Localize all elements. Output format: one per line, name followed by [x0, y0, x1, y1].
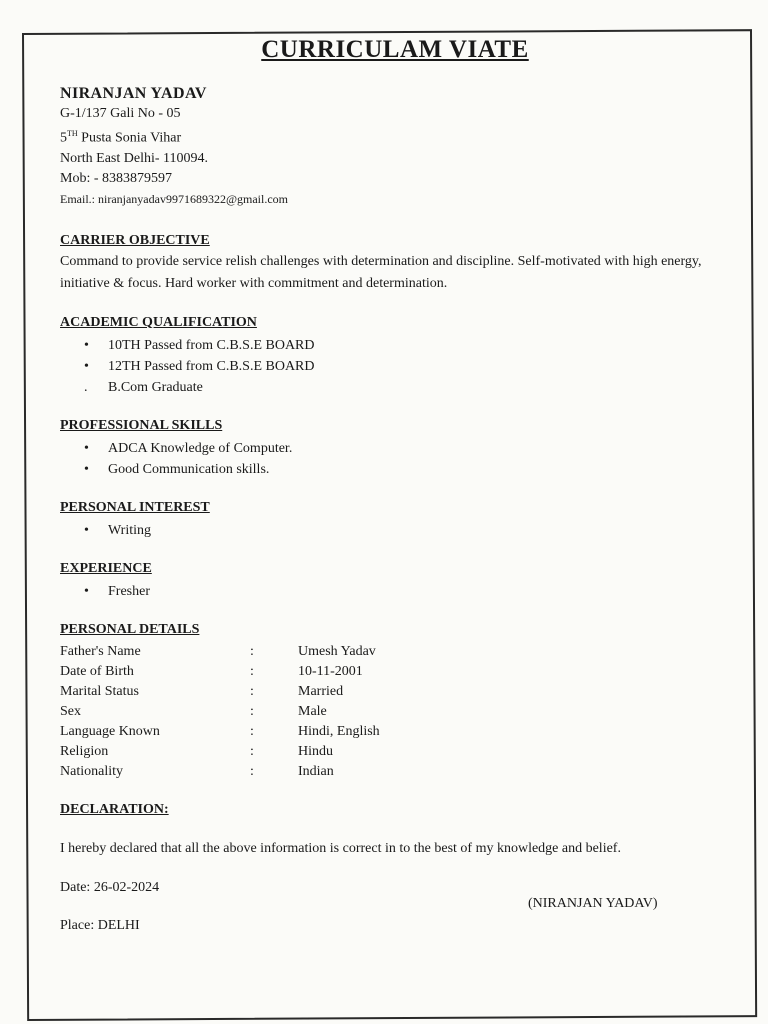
detail-label: Language Known — [60, 723, 160, 739]
list-item — [60, 377, 730, 398]
list-item — [60, 356, 730, 377]
detail-separator: : — [250, 643, 254, 659]
bullet-marker: • — [84, 440, 89, 456]
resume-content — [60, 36, 730, 936]
list-item-text: 12TH Passed from C.B.S.E BOARD — [108, 358, 315, 374]
applicant-name: NIRANJAN YADAV — [60, 85, 207, 102]
bullet-marker: • — [84, 583, 89, 599]
list-item-text: B.Com Graduate — [108, 379, 203, 395]
detail-separator: : — [250, 763, 254, 779]
detail-value: Umesh Yadav — [298, 643, 376, 659]
detail-separator: : — [250, 663, 254, 679]
bullet-marker: . — [84, 379, 88, 395]
email-address: Email.: niranjanyadav9971689322@gmail.com — [60, 191, 288, 206]
detail-value: Married — [298, 683, 344, 699]
address-line-2 — [60, 124, 730, 149]
experience-list — [60, 581, 730, 602]
table-row — [60, 702, 380, 722]
detail-value: Male — [298, 703, 327, 719]
bullet-marker: • — [84, 337, 89, 353]
table-row — [60, 722, 380, 742]
detail-separator: : — [250, 683, 254, 699]
detail-value: Hindi, English — [298, 723, 380, 739]
table-row — [60, 762, 380, 782]
address-superscript: TH — [67, 129, 78, 138]
table-row — [60, 682, 380, 702]
detail-value: Indian — [298, 763, 334, 779]
declaration-place: Place: DELHI — [60, 917, 140, 933]
detail-label: Nationality — [60, 763, 123, 779]
personal-details-table — [60, 642, 380, 782]
academic-list — [60, 335, 730, 398]
list-item-text: Good Communication skills. — [108, 461, 270, 477]
declaration-date: Date: 26-02-2024 — [60, 879, 160, 895]
list-item — [60, 581, 730, 602]
detail-label: Father's Name — [60, 643, 141, 659]
list-item — [60, 335, 730, 356]
page-title: CURRICULAM VIATE — [261, 36, 529, 63]
bullet-marker: • — [84, 522, 89, 538]
academic-heading: ACADEMIC QUALIFICATION — [60, 314, 257, 330]
detail-separator: : — [250, 703, 254, 719]
detail-value: Hindu — [298, 743, 333, 759]
skills-list — [60, 438, 730, 480]
interest-list — [60, 520, 730, 541]
detail-separator: : — [250, 723, 254, 739]
list-item-text: Writing — [108, 522, 151, 538]
date-signature-row — [60, 878, 730, 911]
detail-separator: : — [250, 743, 254, 759]
experience-heading: EXPERIENCE — [60, 560, 152, 576]
list-item-text: Fresher — [108, 583, 150, 599]
list-item-text: ADCA Knowledge of Computer. — [108, 440, 293, 456]
detail-label: Religion — [60, 743, 109, 759]
table-row — [60, 742, 380, 762]
objective-heading: CARRIER OBJECTIVE — [60, 232, 210, 248]
signature-name: (NIRANJAN YADAV) — [528, 895, 658, 911]
detail-value: 10-11-2001 — [298, 663, 363, 679]
address-street: Pusta Sonia Vihar — [77, 130, 182, 146]
bullet-marker: • — [84, 358, 89, 374]
interest-heading: PERSONAL INTEREST — [60, 499, 210, 515]
list-item-text: 10TH Passed from C.B.S.E BOARD — [108, 337, 315, 353]
detail-label: Date of Birth — [60, 663, 134, 679]
declaration-heading: DECLARATION: — [60, 801, 169, 817]
list-item — [60, 438, 730, 459]
list-item — [60, 520, 730, 541]
declaration-text: I hereby declared that all the above information is correct in to the best of my knowledge and belief. — [60, 840, 621, 856]
detail-label: Sex — [60, 703, 81, 719]
address-line-3: North East Delhi- 110094. — [60, 150, 209, 166]
list-item — [60, 459, 730, 480]
table-row — [60, 642, 380, 662]
mobile-number: Mob: - 8383879597 — [60, 170, 172, 186]
bullet-marker: • — [84, 461, 89, 477]
table-row — [60, 662, 380, 682]
detail-label: Marital Status — [60, 683, 139, 699]
objective-text: Command to provide service relish challenges with determination and discipline. Self-motivated with high energy, initiative & focus. Hard worker with commitment and determination. — [60, 253, 702, 291]
address-number: 5 — [60, 130, 67, 146]
skills-heading: PROFESSIONAL SKILLS — [60, 417, 223, 433]
address-line-1: G-1/137 Gali No - 05 — [60, 106, 181, 121]
personal-details-heading: PERSONAL DETAILS — [60, 621, 200, 637]
